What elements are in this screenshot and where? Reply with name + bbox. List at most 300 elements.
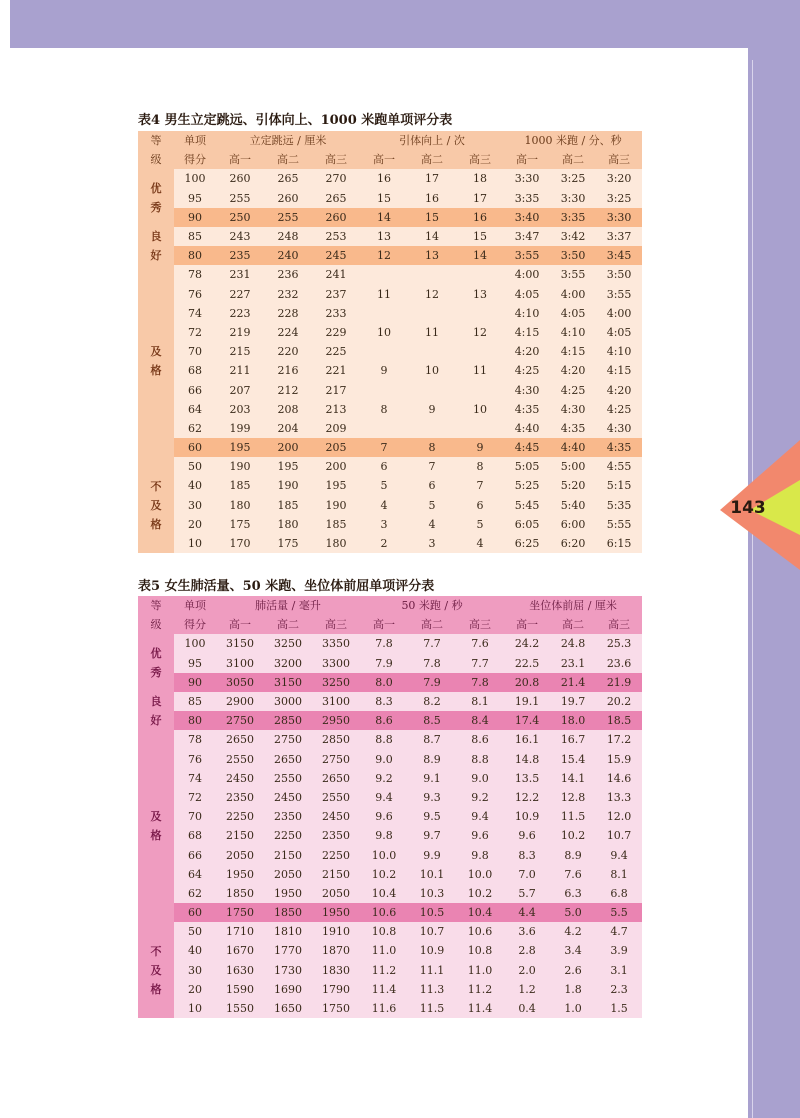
value-cell: 4:45 <box>504 438 550 457</box>
value-cell: 4:05 <box>550 304 596 323</box>
value-cell: 16 <box>408 189 456 208</box>
value-cell: 10.2 <box>456 884 504 903</box>
value-cell: 11.6 <box>360 999 408 1018</box>
header-sub-label: 级 <box>138 150 174 169</box>
value-cell: 170 <box>216 534 264 553</box>
value-cell: 10.7 <box>408 922 456 941</box>
value-cell: 2650 <box>312 769 360 788</box>
header-grade-year: 高三 <box>312 615 360 634</box>
value-cell: 4:05 <box>596 323 642 342</box>
value-cell: 7.8 <box>408 654 456 673</box>
value-cell: 2150 <box>216 826 264 845</box>
value-cell: 10.2 <box>360 865 408 884</box>
value-cell: 9.8 <box>456 845 504 864</box>
value-cell <box>456 419 504 438</box>
value-cell: 2350 <box>216 788 264 807</box>
score-cell: 10 <box>174 534 216 553</box>
score-cell: 66 <box>174 380 216 399</box>
value-cell: 10.8 <box>360 922 408 941</box>
table-row <box>138 769 642 788</box>
score-cell: 76 <box>174 750 216 769</box>
header-grade-year: 高三 <box>596 615 642 634</box>
value-cell: 7.9 <box>408 673 456 692</box>
value-cell: 17.4 <box>504 711 550 730</box>
value-cell: 1670 <box>216 941 264 960</box>
header-grade-year: 高一 <box>504 615 550 634</box>
value-cell: 3:25 <box>596 189 642 208</box>
score-cell: 20 <box>174 515 216 534</box>
value-cell: 5:05 <box>504 457 550 476</box>
value-cell: 4.7 <box>596 922 642 941</box>
value-cell: 16 <box>456 208 504 227</box>
value-cell: 3.4 <box>550 941 596 960</box>
value-cell <box>408 419 456 438</box>
value-cell: 6.8 <box>596 884 642 903</box>
score-cell: 76 <box>174 285 216 304</box>
value-cell: 1590 <box>216 980 264 999</box>
value-cell: 3050 <box>216 673 264 692</box>
value-cell: 2450 <box>312 807 360 826</box>
value-cell: 1750 <box>312 999 360 1018</box>
value-cell: 14.6 <box>596 769 642 788</box>
header-group: 肺活量 / 毫升 <box>216 596 360 615</box>
score-cell: 64 <box>174 865 216 884</box>
score-cell: 68 <box>174 361 216 380</box>
value-cell: 223 <box>216 304 264 323</box>
table-row <box>138 419 642 438</box>
value-cell: 5 <box>408 496 456 515</box>
value-cell: 21.4 <box>550 673 596 692</box>
value-cell: 203 <box>216 400 264 419</box>
value-cell: 200 <box>312 457 360 476</box>
value-cell: 17 <box>456 189 504 208</box>
value-cell: 3:37 <box>596 227 642 246</box>
value-cell: 9.2 <box>456 788 504 807</box>
table-row <box>138 634 642 653</box>
score-cell: 80 <box>174 711 216 730</box>
value-cell: 3.1 <box>596 961 642 980</box>
table-row <box>138 342 642 361</box>
value-cell: 209 <box>312 419 360 438</box>
value-cell: 4:15 <box>596 361 642 380</box>
grade-label: 不 及 格 <box>150 479 162 531</box>
value-cell: 1.5 <box>596 999 642 1018</box>
value-cell <box>456 265 504 284</box>
value-cell: 195 <box>264 457 312 476</box>
value-cell: 7 <box>360 438 408 457</box>
value-cell: 195 <box>312 476 360 495</box>
value-cell: 5 <box>456 515 504 534</box>
value-cell: 1.0 <box>550 999 596 1018</box>
value-cell: 10.0 <box>360 845 408 864</box>
score-cell: 20 <box>174 980 216 999</box>
table4-caption: 表4 男生立定跳远、引体向上、1000 米跑单项评分表 <box>138 113 453 128</box>
score-cell: 10 <box>174 999 216 1018</box>
table-row <box>138 826 642 845</box>
value-cell: 23.1 <box>550 654 596 673</box>
table-row <box>138 534 642 553</box>
value-cell: 4:00 <box>504 265 550 284</box>
grade-label: 优 秀 <box>150 182 162 215</box>
score-cell: 90 <box>174 208 216 227</box>
value-cell <box>360 419 408 438</box>
value-cell: 3:30 <box>504 169 550 188</box>
grade-label: 良 好 <box>150 230 162 263</box>
value-cell: 8.2 <box>408 692 456 711</box>
value-cell: 8.9 <box>408 750 456 769</box>
value-cell: 4:20 <box>504 342 550 361</box>
value-cell: 9 <box>360 361 408 380</box>
value-cell: 2350 <box>264 807 312 826</box>
value-cell <box>456 380 504 399</box>
value-cell: 5.5 <box>596 903 642 922</box>
value-cell: 3100 <box>216 654 264 673</box>
value-cell: 4:20 <box>596 380 642 399</box>
value-cell: 3:50 <box>550 246 596 265</box>
value-cell: 0.4 <box>504 999 550 1018</box>
value-cell: 3:25 <box>550 169 596 188</box>
table-row <box>138 515 642 534</box>
value-cell: 6 <box>408 476 456 495</box>
header-sub-label: 级 <box>138 615 174 634</box>
value-cell: 6:25 <box>504 534 550 553</box>
value-cell: 7.8 <box>360 634 408 653</box>
score-cell: 66 <box>174 845 216 864</box>
value-cell: 9.2 <box>360 769 408 788</box>
value-cell: 208 <box>264 400 312 419</box>
score-cell: 70 <box>174 342 216 361</box>
value-cell: 9 <box>408 400 456 419</box>
value-cell: 2450 <box>216 769 264 788</box>
value-cell: 6 <box>456 496 504 515</box>
value-cell: 3:35 <box>504 189 550 208</box>
value-cell: 11.1 <box>408 961 456 980</box>
score-cell: 72 <box>174 788 216 807</box>
value-cell: 240 <box>264 246 312 265</box>
grade-excellent-cell <box>138 169 174 227</box>
value-cell: 255 <box>264 208 312 227</box>
header-row-2 <box>138 150 642 169</box>
value-cell: 8.8 <box>360 730 408 749</box>
header-grade-year: 高一 <box>360 615 408 634</box>
value-cell: 8.8 <box>456 750 504 769</box>
value-cell: 6:20 <box>550 534 596 553</box>
value-cell: 12 <box>360 246 408 265</box>
value-cell: 8 <box>408 438 456 457</box>
value-cell: 1870 <box>312 941 360 960</box>
score-cell: 40 <box>174 941 216 960</box>
value-cell: 3:55 <box>550 265 596 284</box>
table-row <box>138 654 642 673</box>
value-cell: 4:25 <box>550 380 596 399</box>
table-row <box>138 438 642 457</box>
score-cell: 100 <box>174 169 216 188</box>
value-cell: 3:45 <box>596 246 642 265</box>
value-cell: 1810 <box>264 922 312 941</box>
value-cell: 3:35 <box>550 208 596 227</box>
grade-label: 不 及 格 <box>150 944 162 996</box>
value-cell: 11.4 <box>360 980 408 999</box>
value-cell: 2050 <box>264 865 312 884</box>
value-cell: 13.3 <box>596 788 642 807</box>
score-cell: 74 <box>174 304 216 323</box>
value-cell: 232 <box>264 285 312 304</box>
score-cell: 62 <box>174 419 216 438</box>
value-cell: 253 <box>312 227 360 246</box>
table-row <box>138 361 642 380</box>
value-cell: 2450 <box>264 788 312 807</box>
grade-pass-cell <box>138 730 174 922</box>
value-cell: 180 <box>264 515 312 534</box>
value-cell: 9.4 <box>456 807 504 826</box>
value-cell <box>408 380 456 399</box>
value-cell: 2150 <box>312 865 360 884</box>
header-grade-year: 高一 <box>360 150 408 169</box>
table5-caption: 表5 女生肺活量、50 米跑、坐位体前屈单项评分表 <box>138 579 435 594</box>
value-cell: 17.2 <box>596 730 642 749</box>
score-cell: 68 <box>174 826 216 845</box>
value-cell: 10.6 <box>360 903 408 922</box>
value-cell: 260 <box>264 189 312 208</box>
header-row-1 <box>138 596 642 615</box>
table5-female-score-table <box>138 596 642 1018</box>
header-grade-year: 高三 <box>456 150 504 169</box>
value-cell: 15.4 <box>550 750 596 769</box>
value-cell: 4:40 <box>504 419 550 438</box>
value-cell: 4.2 <box>550 922 596 941</box>
value-cell: 10 <box>408 361 456 380</box>
value-cell: 9.0 <box>456 769 504 788</box>
value-cell: 2250 <box>264 826 312 845</box>
value-cell: 5:35 <box>596 496 642 515</box>
value-cell: 3100 <box>312 692 360 711</box>
value-cell: 211 <box>216 361 264 380</box>
value-cell: 8.6 <box>456 730 504 749</box>
value-cell: 4:25 <box>504 361 550 380</box>
value-cell: 13 <box>408 246 456 265</box>
value-cell: 216 <box>264 361 312 380</box>
value-cell: 241 <box>312 265 360 284</box>
table-row <box>138 865 642 884</box>
value-cell: 18 <box>456 169 504 188</box>
header-grade-year: 高二 <box>264 615 312 634</box>
value-cell: 3:20 <box>596 169 642 188</box>
score-cell: 64 <box>174 400 216 419</box>
value-cell: 12.8 <box>550 788 596 807</box>
value-cell: 4:30 <box>504 380 550 399</box>
value-cell: 15 <box>360 189 408 208</box>
value-cell: 1850 <box>264 903 312 922</box>
value-cell: 8.3 <box>360 692 408 711</box>
value-cell: 175 <box>216 515 264 534</box>
value-cell <box>408 304 456 323</box>
score-cell: 30 <box>174 961 216 980</box>
value-cell: 175 <box>264 534 312 553</box>
value-cell: 6.3 <box>550 884 596 903</box>
value-cell: 1.8 <box>550 980 596 999</box>
value-cell: 2.3 <box>596 980 642 999</box>
value-cell: 7.7 <box>456 654 504 673</box>
value-cell: 1650 <box>264 999 312 1018</box>
header-grade-year: 高三 <box>312 150 360 169</box>
value-cell: 190 <box>216 457 264 476</box>
header-row-2 <box>138 615 642 634</box>
value-cell: 10 <box>360 323 408 342</box>
header-grade-year: 高二 <box>408 615 456 634</box>
table-row <box>138 208 642 227</box>
value-cell: 237 <box>312 285 360 304</box>
value-cell: 7.8 <box>456 673 504 692</box>
value-cell: 8.1 <box>596 865 642 884</box>
value-cell: 8.3 <box>504 845 550 864</box>
value-cell: 1850 <box>216 884 264 903</box>
table-row <box>138 961 642 980</box>
value-cell: 3:55 <box>504 246 550 265</box>
value-cell: 4:35 <box>596 438 642 457</box>
value-cell: 2250 <box>312 845 360 864</box>
value-cell: 248 <box>264 227 312 246</box>
value-cell: 1830 <box>312 961 360 980</box>
value-cell <box>456 342 504 361</box>
right-color-band <box>748 48 800 1118</box>
table-row <box>138 673 642 692</box>
score-cell: 100 <box>174 634 216 653</box>
table-row <box>138 903 642 922</box>
value-cell: 7.9 <box>360 654 408 673</box>
value-cell: 8.1 <box>456 692 504 711</box>
value-cell: 4:10 <box>596 342 642 361</box>
table-row <box>138 265 642 284</box>
value-cell: 11.5 <box>550 807 596 826</box>
value-cell: 14 <box>456 246 504 265</box>
grade-label: 及 格 <box>150 345 162 378</box>
value-cell: 9.9 <box>408 845 456 864</box>
value-cell: 3:50 <box>596 265 642 284</box>
value-cell: 2750 <box>312 750 360 769</box>
value-cell: 5:45 <box>504 496 550 515</box>
header-group: 引体向上 / 次 <box>360 131 504 150</box>
value-cell: 10.9 <box>504 807 550 826</box>
header-sub-label: 得分 <box>174 615 216 634</box>
table-row <box>138 884 642 903</box>
value-cell: 4.4 <box>504 903 550 922</box>
value-cell: 4:10 <box>550 323 596 342</box>
value-cell: 2.0 <box>504 961 550 980</box>
value-cell: 260 <box>216 169 264 188</box>
value-cell: 16 <box>360 169 408 188</box>
value-cell: 2650 <box>216 730 264 749</box>
value-cell: 225 <box>312 342 360 361</box>
table-row <box>138 999 642 1018</box>
value-cell: 215 <box>216 342 264 361</box>
table-row <box>138 189 642 208</box>
value-cell: 205 <box>312 438 360 457</box>
value-cell: 10.7 <box>596 826 642 845</box>
value-cell: 3150 <box>264 673 312 692</box>
value-cell: 16.7 <box>550 730 596 749</box>
value-cell: 7.7 <box>408 634 456 653</box>
value-cell: 1630 <box>216 961 264 980</box>
value-cell: 10.9 <box>408 941 456 960</box>
value-cell: 19.7 <box>550 692 596 711</box>
header-grade-year: 高二 <box>264 150 312 169</box>
score-cell: 95 <box>174 189 216 208</box>
value-cell: 2050 <box>312 884 360 903</box>
value-cell: 6:05 <box>504 515 550 534</box>
value-cell: 199 <box>216 419 264 438</box>
value-cell: 7 <box>456 476 504 495</box>
value-cell: 3.9 <box>596 941 642 960</box>
score-cell: 30 <box>174 496 216 515</box>
value-cell: 2550 <box>216 750 264 769</box>
value-cell: 3:47 <box>504 227 550 246</box>
table-row <box>138 304 642 323</box>
header-grade: 等 <box>138 131 174 150</box>
value-cell: 1950 <box>312 903 360 922</box>
value-cell: 4:35 <box>550 419 596 438</box>
value-cell: 5:00 <box>550 457 596 476</box>
header-sub-label: 得分 <box>174 150 216 169</box>
value-cell: 7.0 <box>504 865 550 884</box>
grade-good-cell <box>138 692 174 730</box>
value-cell: 5 <box>360 476 408 495</box>
value-cell: 3:30 <box>596 208 642 227</box>
value-cell: 3300 <box>312 654 360 673</box>
value-cell: 6:00 <box>550 515 596 534</box>
value-cell: 8 <box>360 400 408 419</box>
value-cell: 1730 <box>264 961 312 980</box>
value-cell: 3:42 <box>550 227 596 246</box>
value-cell: 10.4 <box>360 884 408 903</box>
table-row <box>138 730 642 749</box>
value-cell: 9 <box>456 438 504 457</box>
value-cell: 5:15 <box>596 476 642 495</box>
value-cell: 15.9 <box>596 750 642 769</box>
value-cell: 11.5 <box>408 999 456 1018</box>
value-cell: 204 <box>264 419 312 438</box>
value-cell: 9.3 <box>408 788 456 807</box>
value-cell: 2550 <box>264 769 312 788</box>
grade-label: 优 秀 <box>150 647 162 680</box>
value-cell: 9.0 <box>360 750 408 769</box>
value-cell: 11 <box>456 361 504 380</box>
value-cell: 3:30 <box>550 189 596 208</box>
value-cell: 9.5 <box>408 807 456 826</box>
table-row <box>138 922 642 941</box>
grade-fail-cell <box>138 922 174 1018</box>
value-cell: 9.6 <box>504 826 550 845</box>
value-cell: 24.2 <box>504 634 550 653</box>
grade-fail-cell <box>138 457 174 553</box>
value-cell: 6:15 <box>596 534 642 553</box>
value-cell: 2850 <box>312 730 360 749</box>
value-cell: 4:25 <box>596 400 642 419</box>
value-cell: 260 <box>312 208 360 227</box>
score-cell: 90 <box>174 673 216 692</box>
value-cell: 227 <box>216 285 264 304</box>
value-cell: 3250 <box>264 634 312 653</box>
value-cell: 243 <box>216 227 264 246</box>
value-cell: 2650 <box>264 750 312 769</box>
value-cell: 10.5 <box>408 903 456 922</box>
value-cell <box>360 304 408 323</box>
score-cell: 72 <box>174 323 216 342</box>
value-cell: 4:00 <box>550 285 596 304</box>
value-cell: 2.8 <box>504 941 550 960</box>
value-cell: 12 <box>408 285 456 304</box>
value-cell: 4:10 <box>504 304 550 323</box>
value-cell: 2150 <box>264 845 312 864</box>
